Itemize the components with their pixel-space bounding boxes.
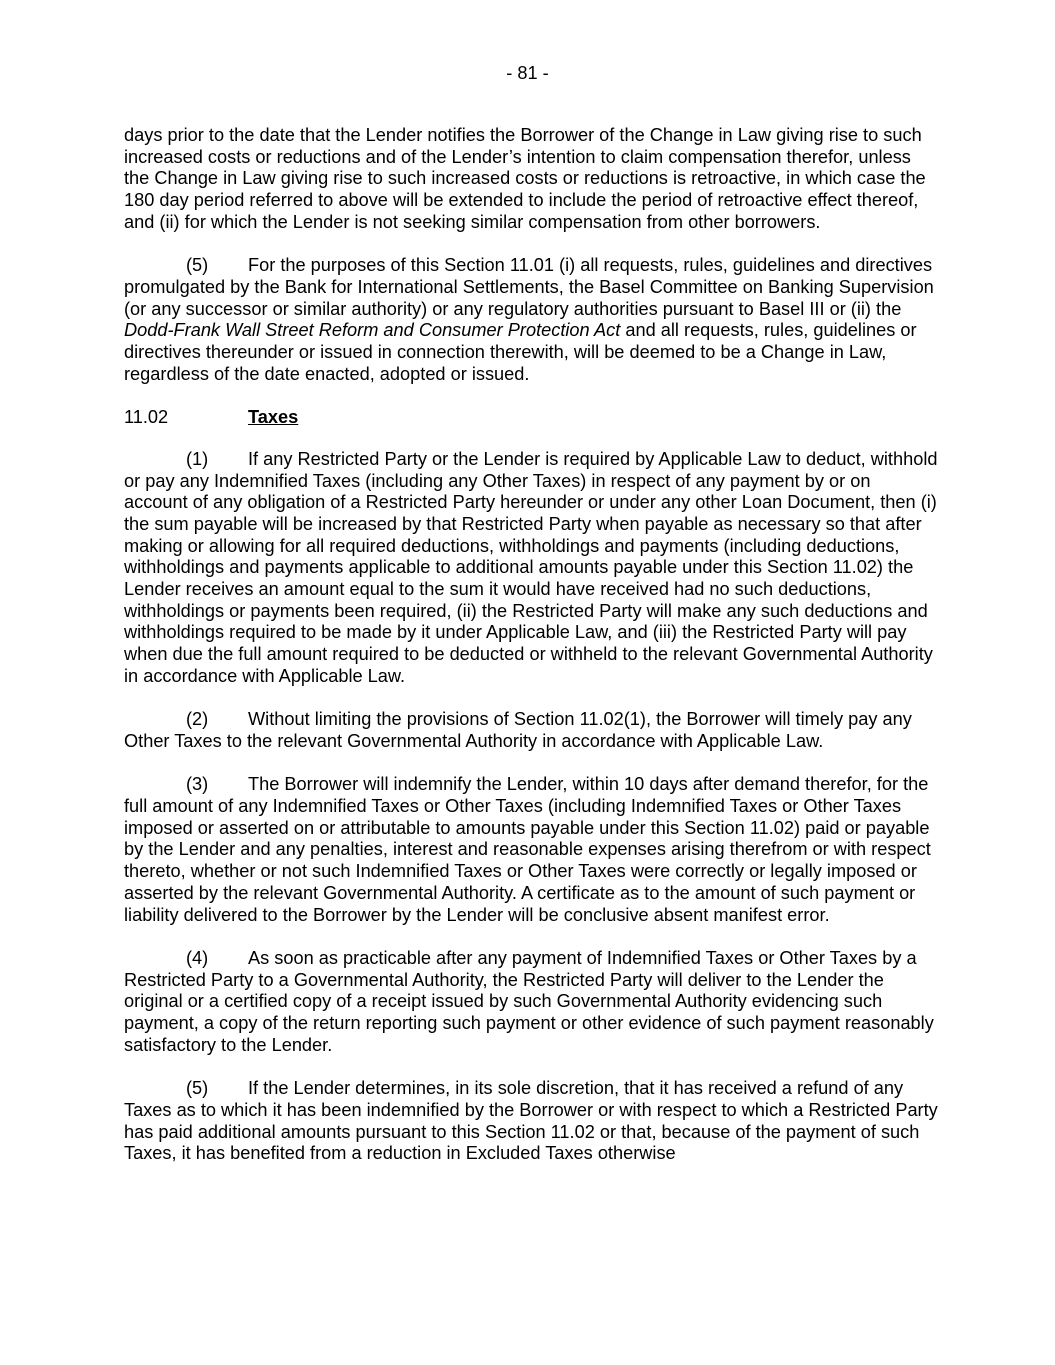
- clause-number: (5): [186, 1078, 209, 1099]
- document-body: [124, 125, 939, 1187]
- clause-text: Without limiting the provisions of Section 11.02(1), the Borrower will timely pay any Other Taxes to the relevant Governmental Authority in accordance with Applicable Law.: [124, 709, 912, 751]
- section-number: 11.02: [124, 407, 169, 428]
- clause-paragraph: [124, 1078, 939, 1165]
- paragraph-continuation: days prior to the date that the Lender notifies the Borrower of the Change in Law giving rise to such increased costs or reductions and of the Lender’s intention to claim compensation therefor, unless the Change in Law giving rise to such increased costs or reductions is retroactive, in which case the 180 day period referred to above will be extended to include the period of retroactive effect thereof, and (ii) for which the Lender is not seeking similar compensation from other borrowers.: [124, 125, 926, 232]
- clause-paragraph: [124, 774, 939, 926]
- clause-number: (5): [186, 255, 209, 276]
- clause-text: If any Restricted Party or the Lender is required by Applicable Law to deduct, withhold or pay any Indemnified Taxes (including any Other Taxes) in respect of any payment by or on account of any obligation of a Restricted Party hereunder or under any other Loan Document, then (i) the sum payable will be increased by that Restricted Party when payable as necessary so that after making or allowing for all required deductions, withholdings and payments (including deductions, withholdings and payments applicable to additional amounts payable under this Section 11.02) the Lender receives an amount equal to the sum it would have received had no such deductions, withholdings or payments been required, (ii) the Restricted Party will make any such deductions and withholdings required to be made by it under Applicable Law, and (iii) the Restricted Party will pay when due the full amount required to be deducted or withheld to the relevant Governmental Authority in accordance with Applicable Law.: [124, 448, 938, 686]
- clause-text: If the Lender determines, in its sole discretion, that it has received a refund of any Taxes as to which it has been indemnified by the Borrower or with respect to which a Restricted Party has paid additional amounts pursuant to this Section 11.02 or that, because of the payment of such Taxes, it has benefited from a reduction in Excluded Taxes otherwise: [124, 1078, 938, 1164]
- clause-text: The Borrower will indemnify the Lender, within 10 days after demand therefor, for the full amount of any Indemnified Taxes or Other Taxes (including Indemnified Taxes or Other Taxes imposed or asserted on or attributable to amounts payable under this Section 11.02) paid or payable by the Lender and any penalties, interest and reasonable expenses arising therefrom or with respect thereto, whether or not such Indemnified Taxes or Other Taxes were correctly or legally imposed or asserted by the relevant Governmental Authority. A certificate as to the amount of such payment or liability delivered to the Borrower by the Lender will be conclusive absent manifest error.: [124, 774, 931, 925]
- clause-text-part-b: and all requests, rules, guidelines or directives thereunder or issued in connection therewith, will be deemed to be a Change in Law, regardless of the date enacted, adopted or issued.: [124, 320, 917, 384]
- clause-number: (3): [186, 774, 209, 795]
- clause-text: As soon as practicable after any payment of Indemnified Taxes or Other Taxes by a Restricted Party to a Governmental Authority, the Restricted Party will deliver to the Lender the original or a certified copy of a receipt issued by such Governmental Authority evidencing such payment, a copy of the return reporting such payment or other evidence of such payment reasonably satisfactory to the Lender.: [124, 947, 934, 1055]
- clause-number: (1): [186, 448, 209, 469]
- clause-text-part-a: For the purposes of this Section 11.01 (i) all requests, rules, guidelines and directives promulgated by the Bank for International Settlements, the Basel Committee on Banking Supervision (or any successor or similar authority) or any regulatory authorities pursuant to Basel III or (ii) the: [124, 255, 934, 319]
- paragraph-section-11-01-5: [124, 255, 939, 385]
- act-title-italic: Dodd-Frank Wall Street Reform and Consumer Protection Act: [124, 320, 621, 341]
- clause-number: (2): [186, 709, 209, 730]
- section-title: Taxes: [248, 407, 299, 428]
- clause-paragraph: [124, 948, 939, 1057]
- section-heading: [124, 407, 939, 429]
- clause-paragraph: [124, 449, 939, 688]
- clause-number: (4): [186, 947, 209, 968]
- clause-paragraph: [124, 709, 939, 752]
- page-number: - 81 -: [506, 63, 549, 83]
